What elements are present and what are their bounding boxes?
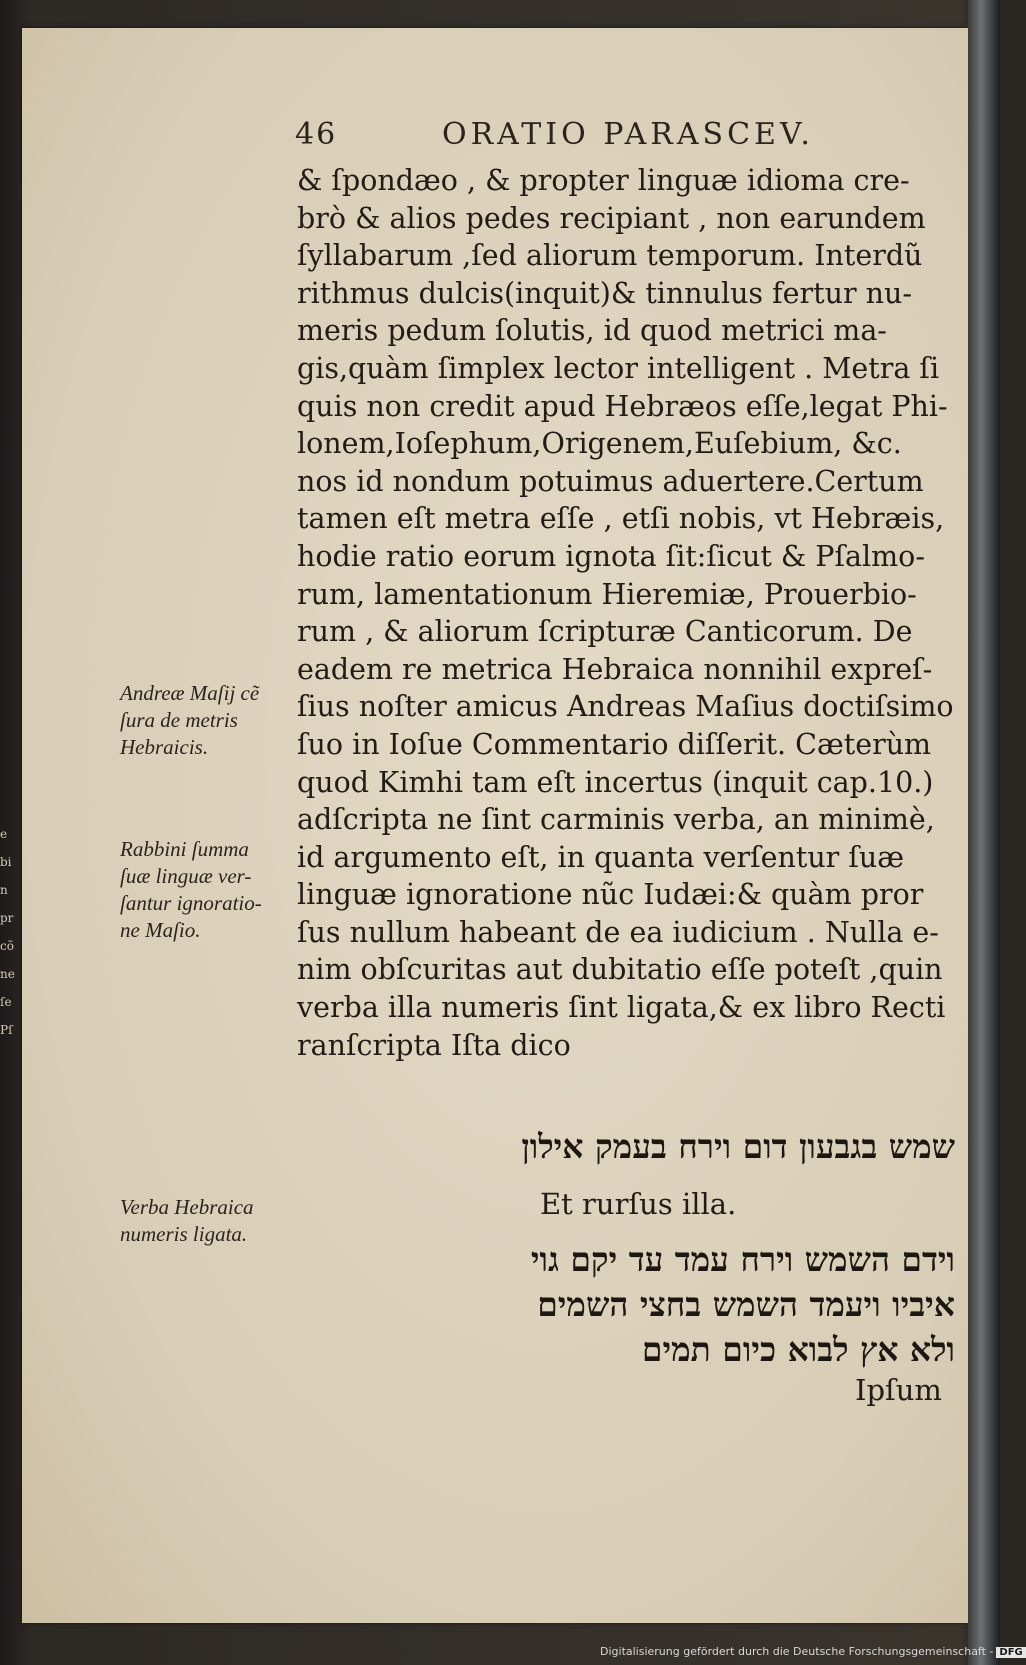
text-line: quis non credit apud Hebræos eſſe,legat Phi-	[297, 389, 948, 423]
sidenote-line: Hebraicis.	[120, 735, 209, 759]
fragment-char: pr	[0, 911, 14, 925]
text-line: nim obſcuritas aut dubitatio eſſe poteſt ,quin	[297, 953, 943, 987]
book-spine-edge	[968, 0, 1000, 1665]
text-line: ſus nullum habeant de ea iudicium . Nulla e-	[297, 915, 939, 949]
text-line: brò & alios pedes recipiant , non earundem	[297, 201, 926, 235]
text-line: tamen eſt metra eſſe , etſi nobis, vt Hebræis,	[297, 502, 945, 536]
sidenote-verba	[120, 1194, 295, 1248]
text-line: ſyllabarum ,ſed aliorum temporum. Interdũ	[297, 239, 923, 273]
sidenote-line: ſuæ linguæ ver-	[120, 864, 252, 888]
sidenote-masius	[120, 680, 295, 761]
fragment-char: ſe	[0, 995, 12, 1009]
digitization-footer	[600, 1645, 1023, 1665]
sidenote-line: numeris ligata.	[120, 1222, 248, 1246]
catchword: Ipſum	[855, 1373, 942, 1407]
fragment-char: e	[0, 827, 8, 841]
sidenote-line: Andreæ Maſij cẽ	[120, 681, 260, 705]
text-line: verba illa numeris ſint ligata,& ex libro Recti	[297, 991, 946, 1025]
text-line: ſuo in Ioſue Commentario diſſerit. Cæterùm	[297, 727, 932, 761]
text-line: quod Kimhi tam eſt incertus (inquit cap.10.)	[297, 765, 934, 799]
hebrew-verse-2-line-1: וידם השמש וירח עמד עד יקם גוי	[530, 1240, 955, 1279]
center-caption: Et rurſus illa.	[540, 1187, 737, 1221]
fragment-char: bi	[0, 855, 12, 869]
sidenote-line: ſantur ignoratio-	[120, 891, 262, 915]
text-line: adſcripta ne ſint carminis verba, an minimè,	[297, 803, 935, 837]
fragment-char: ne	[0, 967, 15, 981]
text-line: & ſpondæo , & propter linguæ idioma cre-	[297, 164, 910, 197]
fragment-char: cõ	[0, 939, 14, 953]
text-line: rum , & aliorum ſcripturæ Canticorum. De	[297, 615, 913, 649]
text-line: eadem re metrica Hebraica nonnihil expreſ-	[297, 652, 933, 686]
sidenote-line: ſura de metris	[120, 708, 238, 732]
sidenote-line: Rabbini ſumma	[120, 837, 249, 861]
text-line: rithmus dulcis(inquit)& tinnulus fertur nu-	[297, 276, 912, 310]
text-line: ſius noſter amicus Andreas Maſius doctiſsimo	[297, 690, 954, 724]
fragment-char: Pſ	[0, 1023, 13, 1037]
dfg-logo: DFG	[996, 1647, 1025, 1658]
sidenote-rabbini	[120, 836, 295, 944]
sidenote-line: Verba Hebraica	[120, 1195, 254, 1219]
page-number: 46	[295, 117, 338, 152]
fragment-char: n	[0, 883, 8, 897]
hebrew-verse-2-line-3: ולא אץ לבוא כיום תמים	[641, 1330, 955, 1369]
running-head: ORATIO PARASCEV.	[442, 117, 814, 152]
text-line: nos id nondum potuimus aduertere.Certum	[297, 464, 924, 498]
text-line: linguæ ignoratione nũc Iudæi:& quàm pror	[297, 878, 924, 912]
body-text	[297, 162, 957, 1064]
text-line: meris pedum ſolutis, id quod metrici ma-	[297, 314, 887, 348]
page-header	[295, 117, 935, 157]
hebrew-verse-2-line-2: איביו ויעמד השמש בחצי השמים	[537, 1285, 955, 1324]
sidenote-line: ne Maſio.	[120, 918, 201, 942]
text-line: lonem,Ioſephum,Origenem,Euſebium, &c.	[297, 427, 902, 461]
hebrew-verse-1: שמש בגבעון דום וירח בעמק אילון	[521, 1127, 955, 1166]
footer-credit: Digitalisierung gefördert durch die Deutsche Forschungsgemeinschaft -	[600, 1645, 994, 1658]
text-line: id argumento eſt, in quanta verſentur ſuæ	[297, 840, 905, 874]
text-line: gis,quàm ſimplex lector intelligent . Metra ſi	[297, 351, 940, 385]
adjacent-page-fragment	[0, 820, 22, 1150]
text-line: rum, lamentationum Hieremiæ, Prouerbio-	[297, 577, 917, 611]
text-line: ranſcripta Iſta dico	[297, 1028, 571, 1062]
text-line: hodie ratio eorum ignota ſit:ſicut & Pſalmo-	[297, 539, 925, 573]
